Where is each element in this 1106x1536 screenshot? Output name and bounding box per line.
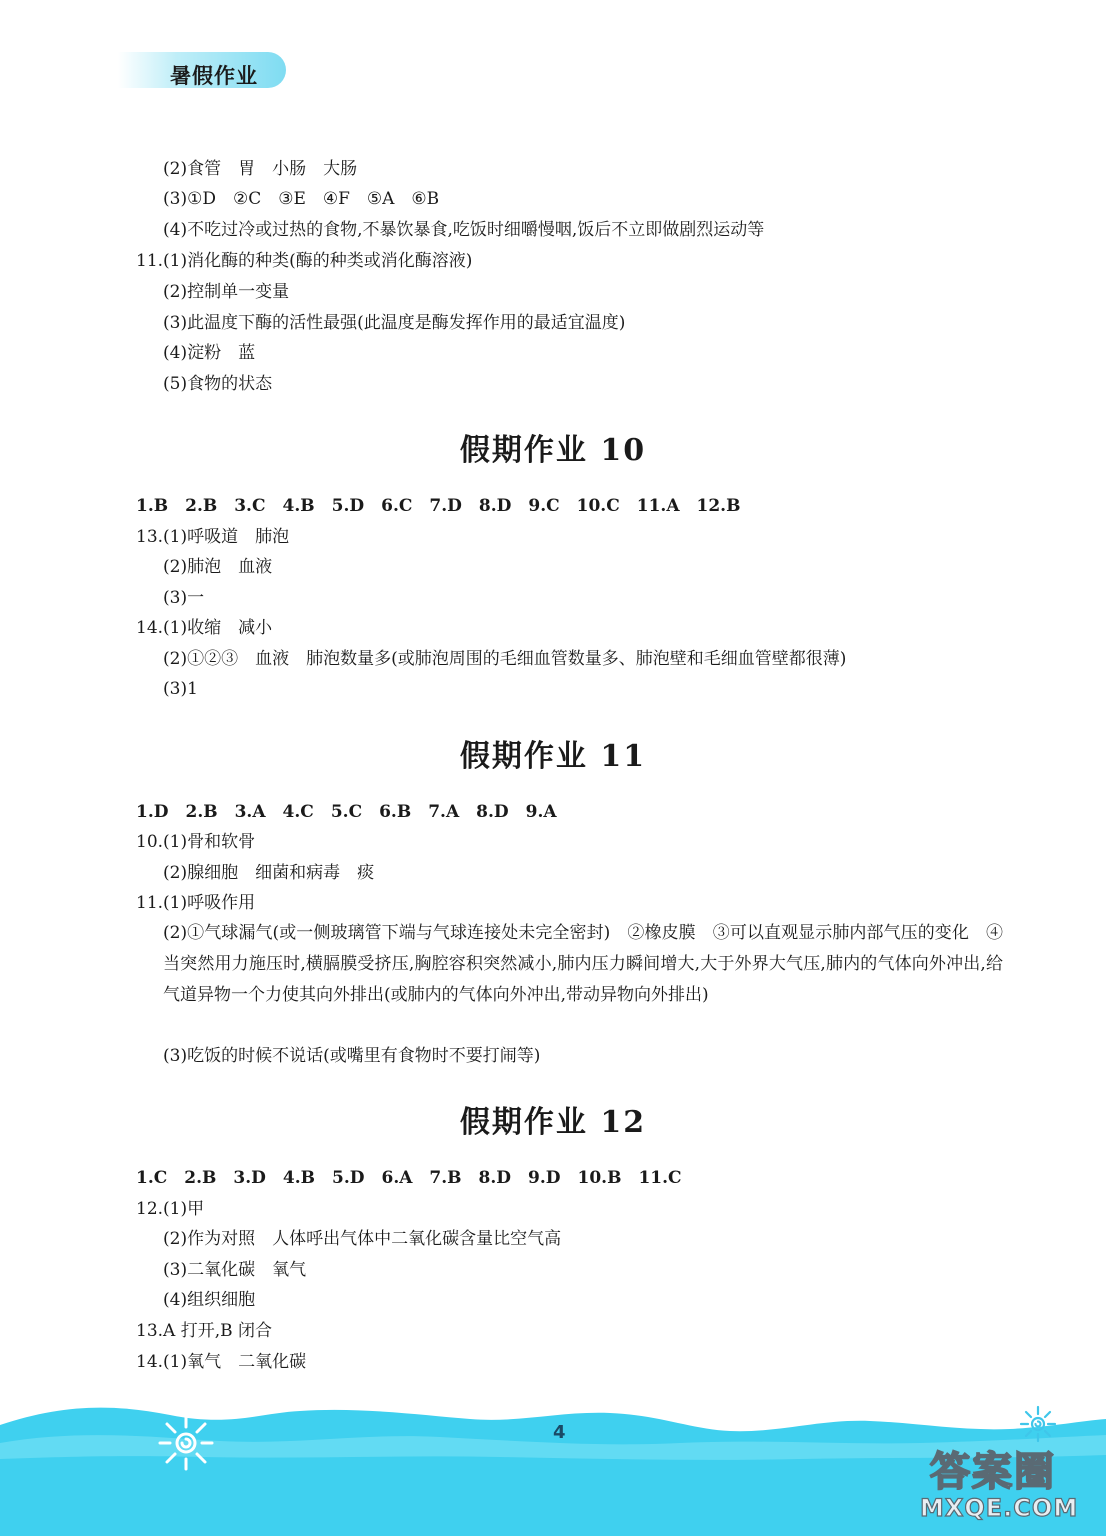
answer-line: (5)食物的状态 bbox=[163, 374, 273, 394]
answer-line: (2)作为对照 人体呼出气体中二氧化碳含量比空气高 bbox=[163, 1229, 562, 1249]
answer-line: (4)不吃过冷或过热的食物,不暴饮暴食,吃饭时细嚼慢咽,饭后不立即做剧烈运动等 bbox=[163, 220, 765, 240]
answer-line: (3)一 bbox=[163, 588, 205, 608]
page-number: 4 bbox=[553, 1422, 566, 1443]
answer-paragraph: (2)①气球漏气(或一侧玻璃管下端与气球连接处未完全密封) ②橡皮膜 ③可以直观显示肺内部气压的变化 ④当突然用力施压时,横膈膜受挤压,胸腔容积突然减小,肺内压力瞬间增大,大于外界大气压,肺内的气体向外冲出,给气道异物一个力使其向外排出(或肺内的气体向外冲出,带动异物向外排出) bbox=[163, 923, 1003, 1005]
answer-line: (3)此温度下酶的活性最强(此温度是酶发挥作用的最适宜温度) bbox=[163, 313, 626, 333]
answer-line: 13.(1)呼吸道 肺泡 bbox=[136, 527, 290, 547]
answer-line: (3)①D ②C ③E ④F ⑤A ⑥B bbox=[163, 189, 440, 209]
watermark-logo bbox=[920, 1440, 1090, 1530]
section-title: 假期作业 12 bbox=[459, 1105, 647, 1140]
answer-line: (2)①②③ 血液 肺泡数量多(或肺泡周围的毛细血管数量多、肺泡壁和毛细血管壁都很薄) bbox=[163, 649, 847, 669]
choice-answers: 1.B 2.B 3.C 4.B 5.D 6.C 7.D 8.D 9.C 10.C 11.A 12.B bbox=[136, 496, 741, 516]
answer-line: (2)肺泡 血液 bbox=[163, 557, 273, 577]
answer-line: 14.(1)收缩 减小 bbox=[136, 618, 273, 638]
choice-answers: 1.D 2.B 3.A 4.C 5.C 6.B 7.A 8.D 9.A bbox=[136, 802, 557, 822]
section-title: 假期作业 10 bbox=[459, 433, 647, 468]
answer-line: (3)二氧化碳 氧气 bbox=[163, 1260, 307, 1280]
answer-line: (2)控制单一变量 bbox=[163, 282, 290, 302]
answer-line: 13.A 打开,B 闭合 bbox=[136, 1321, 273, 1341]
answer-line: 12.(1)甲 bbox=[136, 1199, 205, 1219]
choice-answers: 1.C 2.B 3.D 4.B 5.D 6.A 7.B 8.D 9.D 10.B 11.C bbox=[136, 1168, 682, 1188]
answer-line: (3)吃饭的时候不说话(或嘴里有食物时不要打闹等) bbox=[163, 1046, 541, 1066]
section-title: 假期作业 11 bbox=[459, 739, 647, 774]
watermark-url: MXQE.COM bbox=[920, 1494, 1079, 1522]
watermark-text: 答案圈 bbox=[930, 1449, 1056, 1495]
answer-line: (2)腺细胞 细菌和病毒 痰 bbox=[163, 863, 375, 883]
answer-line: 11.(1)消化酶的种类(酶的种类或消化酶溶液) bbox=[136, 251, 473, 271]
answer-line: (2)食管 胃 小肠 大肠 bbox=[163, 159, 358, 179]
answer-line: (4)组织细胞 bbox=[163, 1290, 256, 1310]
page-header-title: 暑假作业 bbox=[170, 64, 258, 88]
answer-line: (3)1 bbox=[163, 679, 198, 699]
answer-line: 14.(1)氧气 二氧化碳 bbox=[136, 1352, 307, 1372]
answer-line: (4)淀粉 蓝 bbox=[163, 343, 256, 363]
answer-line: 10.(1)骨和软骨 bbox=[136, 832, 256, 852]
answer-line: 11.(1)呼吸作用 bbox=[136, 893, 256, 913]
